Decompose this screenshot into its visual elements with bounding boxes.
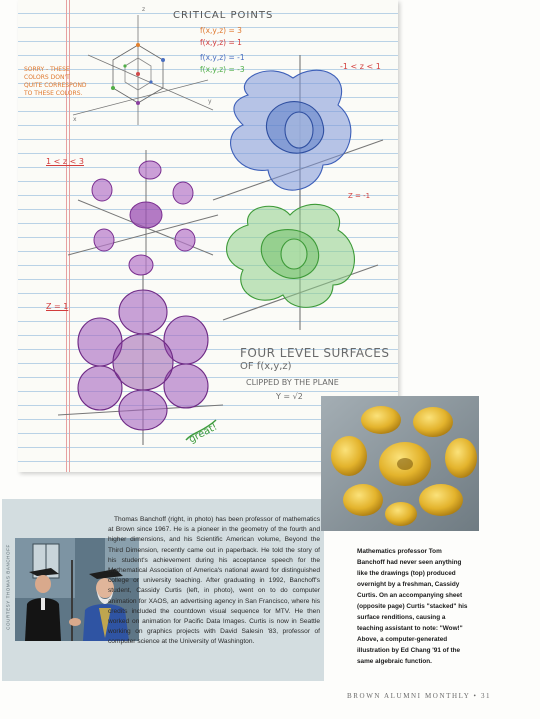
equation-1: f(x,y,z) = 3 (200, 26, 242, 35)
purple-flower-surface (58, 275, 223, 445)
label-1-z-3: 1 < z < 3 (46, 157, 84, 166)
clip-line1: CLIPPED BY THE PLANE (246, 378, 339, 387)
yellow-surface-render (321, 396, 479, 531)
sketch-title-line2: OF f(x,y,z) (240, 361, 292, 372)
page-footer: BROWN ALUMNI MONTHLY • 31 (347, 692, 492, 700)
photo-credit (2, 532, 14, 642)
critical-points-title: CRITICAL POINTS (173, 10, 274, 21)
sorry-note-line: SORRY - THESE (24, 66, 70, 73)
sorry-note (24, 66, 87, 98)
axis-y-label: y (208, 98, 212, 105)
axis-x-label: x (73, 116, 77, 123)
great-annotation: great! (187, 421, 220, 446)
equation-4: f(x,y,z) = -3 (200, 65, 245, 74)
right-caption: Mathematics professor Tom Banchoff had never seen anything like the drawings (top) produced overnight by a freshman, Cassidy Curtis. On an accompanying sheet (opposite page) Curtis "stacked" his surface renditions, causing a teaching assistant to note: "Wow!" Above, a computer-generated illustration by Ed Chang '91 of the same algebraic function. (357, 548, 468, 665)
critical-points-diagram (73, 15, 213, 125)
sketch-title-line1: FOUR LEVEL SURFACES (240, 346, 390, 360)
axis-z-label: z (142, 6, 146, 13)
caption-paragraph: Thomas Banchoff (right, in photo) has been professor of mathematics at Brown since 1967. He is a pioneer in the geometry of the fourth and higher dimensions, and his Scientific American volume, Beyond the Third Dimension, recently came out in paperback. He told the story of his student's achievement during his acceptance speech for the Mathematical Association of America's national award for distinguished college or university teaching. After graduating in 1992, Banchoff's student, Cassidy Curtis (left, in photo), went on to do computer animation for XAOS, an advertising agency in San Francisco, where his credits included the countdown visual sequence for MTV. He then worked on animation for Pacific Data Images. Curtis is now in Seattle working on graphics projects with David Salesin '83, professor of computer science at the University of Washington. (108, 516, 320, 646)
equation-2: f(x,y,z) = 1 (200, 38, 242, 47)
label-z-neg1: Z = -1 (348, 192, 371, 200)
label-z1: Z = 1 (46, 302, 69, 311)
photo-credit-text: COURTESY THOMAS BANCHOFF (5, 544, 11, 630)
label-neg1-z-1: -1 < z < 1 (340, 62, 381, 71)
sorry-note-line: COLORS DON'T (24, 74, 70, 81)
sorry-note-line: QUITE CORRESPOND (24, 82, 87, 89)
green-level-surface (223, 190, 378, 330)
clip-line2: Y = √2 (276, 392, 303, 401)
sorry-note-line: TO THESE COLORS. (24, 90, 83, 97)
computer-generated-illustration (321, 396, 479, 531)
equation-3: f(x,y,z) = -1 (200, 53, 245, 62)
blue-level-surface (213, 55, 383, 215)
purple-level-surface (68, 150, 218, 275)
